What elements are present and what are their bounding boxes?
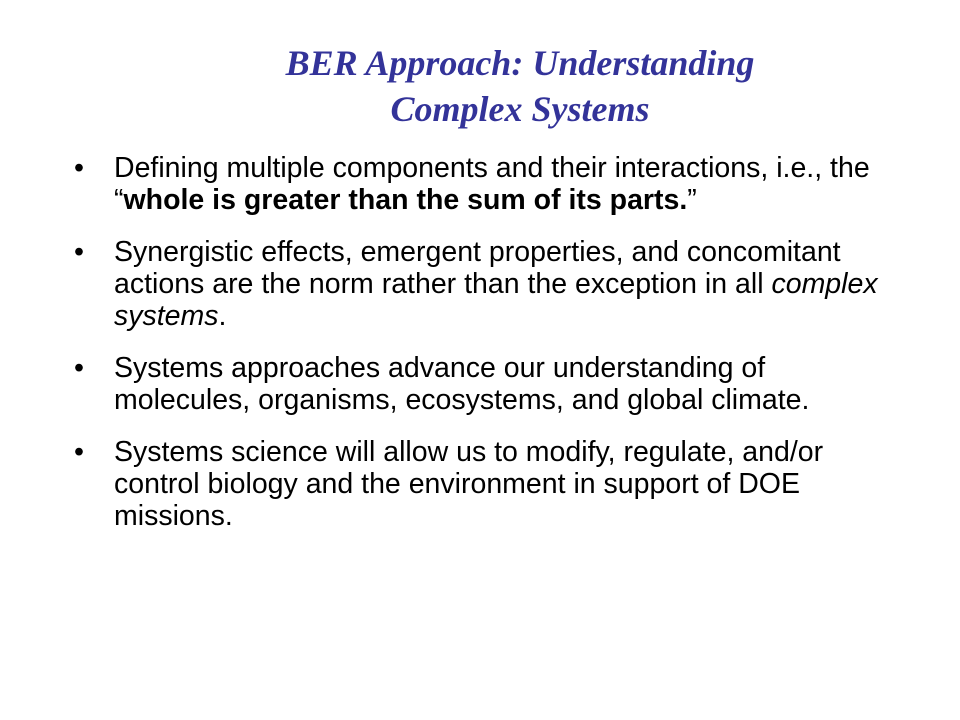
bullet-icon: • xyxy=(74,236,84,268)
slide-title xyxy=(180,40,860,132)
bullet-1-text: Defining multiple components and their interactions, i.e., the “ xyxy=(114,152,870,216)
bullet-4-text: Systems science will allow us to modify, regulate, and/or control biology and the environment in support of DOE missions. xyxy=(114,436,824,532)
bullet-item-1 xyxy=(72,152,892,216)
bullet-1-closing-quote: ” xyxy=(687,184,697,216)
bullet-1-emphasis: whole is greater than the sum of its parts. xyxy=(123,184,688,216)
slide-title-line-1: BER Approach: Understanding xyxy=(285,43,755,83)
bullet-2-emphasis: complex systems xyxy=(114,268,878,332)
bullet-2-text: Synergistic effects, emergent properties, and concomitant actions are the norm rather than the exception in all xyxy=(114,236,841,300)
bullet-list xyxy=(72,152,892,552)
bullet-icon: • xyxy=(74,152,84,184)
slide-title-line-2: Complex Systems xyxy=(390,89,650,129)
bullet-item-3 xyxy=(72,352,892,416)
bullet-item-4 xyxy=(72,436,892,532)
bullet-icon: • xyxy=(74,352,84,384)
bullet-3-text: Systems approaches advance our understanding of molecules, organisms, ecosystems, and global climate. xyxy=(114,352,810,416)
bullet-icon: • xyxy=(74,436,84,468)
bullet-item-2 xyxy=(72,236,892,332)
bullet-2-period: . xyxy=(218,300,227,332)
